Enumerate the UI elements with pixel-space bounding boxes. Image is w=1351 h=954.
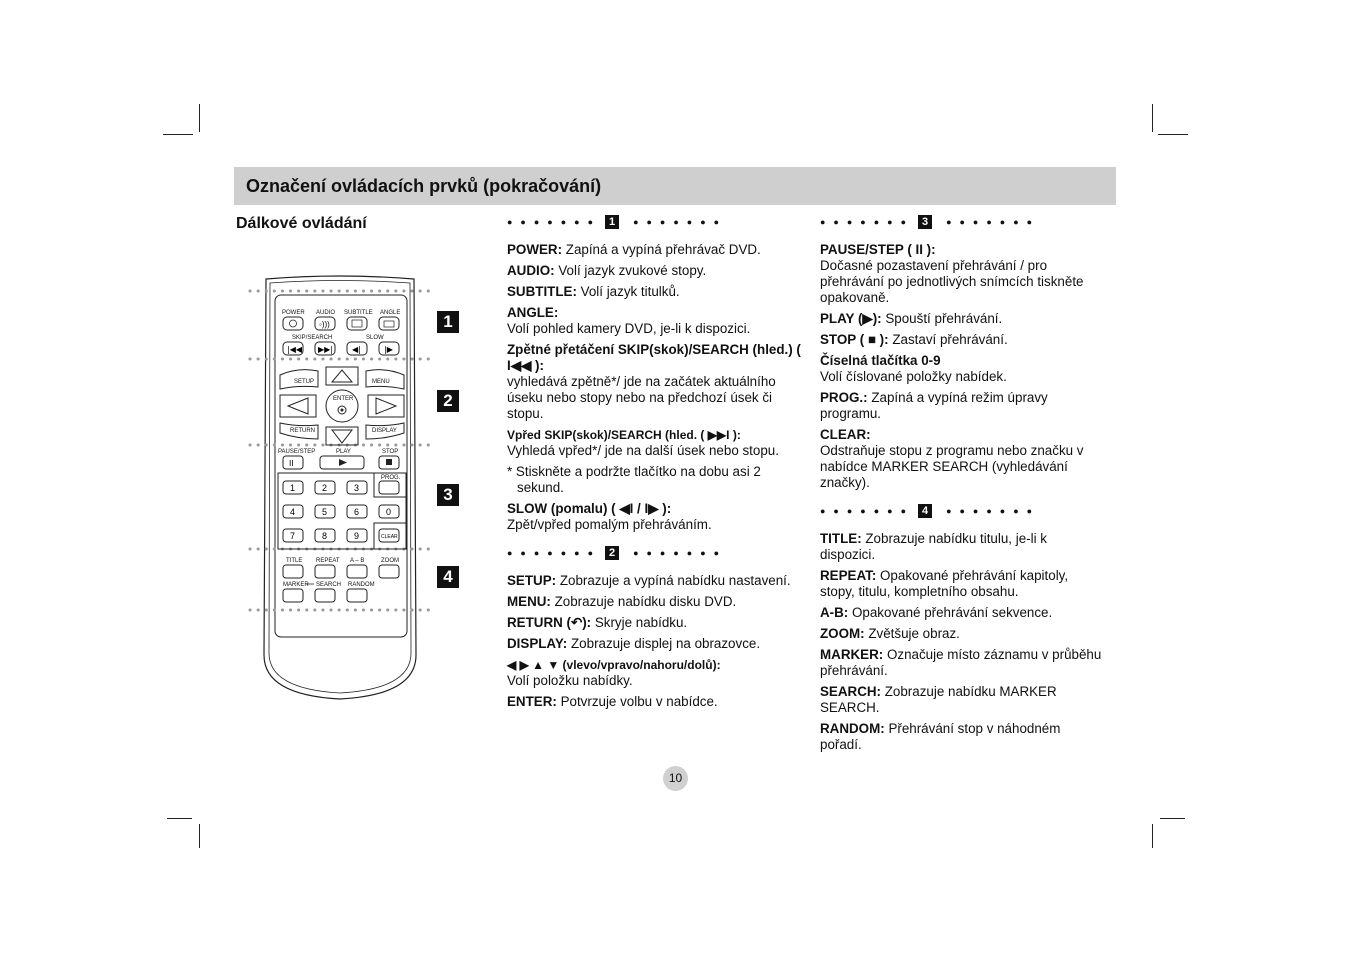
slow-item: SLOW (pomalu) ( ◀I / I▶ ): Zpět/vpřed pomalým přehráváním.	[507, 501, 712, 532]
digits-item: Číselná tlačítka 0-9 Volí číslované položky nabídek.	[820, 353, 1007, 384]
skip-back-item: Zpětné přetáčení SKIP(skok)/SEARCH (hled.) ( I◀◀ ): vyhledává zpětně*/ jde na začátek aktuálního úseku nebo stopy nebo na předchozí úsek či stopu.	[507, 342, 801, 421]
repeat-item: REPEAT: Opakované přehrávání kapitoly, stopy, titulu, kompletního obsahu.	[820, 568, 1069, 599]
marker-item: MARKER: Označuje místo záznamu v průběhu přehrávání.	[820, 647, 1102, 678]
remote-play-label: PLAY	[336, 449, 351, 455]
section-marker-4: 4	[437, 566, 459, 588]
section-marker-1: 1	[437, 311, 459, 333]
crop-mark	[1152, 104, 1153, 132]
return-item: RETURN (↶): Skryje nabídku.	[507, 615, 688, 630]
remote-repeat-label: REPEAT	[316, 558, 340, 564]
ab-item: A-B: Opakované přehrávání sekvence.	[820, 605, 1053, 620]
svg-text:II: II	[289, 459, 294, 468]
section-separator: ●●●●●●● 1 ●●●●●●●	[507, 216, 728, 228]
svg-text:◦))): ◦)))	[319, 320, 330, 329]
page-subtitle: Dálkové ovládání	[236, 215, 367, 232]
crop-mark	[167, 818, 192, 819]
remote-title-label: TITLE	[286, 558, 303, 564]
remote-skip-search-label: SKIP/SEARCH	[292, 335, 333, 341]
remote-marker-label: MARKER	[283, 582, 309, 588]
remote-digit-4: 4	[290, 507, 296, 517]
angle-item: ANGLE: Volí pohled kamery DVD, je-li k dispozici.	[507, 305, 751, 336]
crop-mark	[199, 824, 200, 848]
section-marker-3: 3	[437, 484, 459, 506]
remote-slow-label: SLOW	[366, 335, 384, 341]
section-marker-2: 2	[437, 390, 459, 412]
remote-display-label: DISPLAY	[372, 428, 397, 434]
remote-search-label: SEARCH	[316, 582, 342, 588]
pause-item: PAUSE/STEP ( II ): Dočasné pozastavení přehrávání / pro přehrávání po jednotlivých snímcích tiskněte opakovaně.	[820, 242, 1084, 305]
skip-forward-item: Vpřed SKIP(skok)/SEARCH (hled. ( ▶▶I ): Vyhledá vpřed*/ jde na další úsek nebo stopu.	[507, 428, 779, 458]
search-item: SEARCH: Zobrazuje nabídku MARKER SEARCH.	[820, 684, 1057, 715]
remote-digit-7: 7	[290, 531, 296, 541]
audio-item: AUDIO: Volí jazyk zvukové stopy.	[507, 263, 707, 278]
prog-item: PROG.: Zapíná a vypíná režim úpravy programu.	[820, 390, 1048, 421]
remote-return-label: RETURN	[290, 428, 315, 434]
remote-zoom-label: ZOOM	[381, 558, 399, 564]
power-item: POWER: Zapíná a vypíná přehrávač DVD.	[507, 242, 761, 257]
display-item: DISPLAY: Zobrazuje displej na obrazovce.	[507, 636, 761, 651]
menu-item: MENU: Zobrazuje nabídku disku DVD.	[507, 594, 737, 609]
remote-digit-8: 8	[322, 531, 328, 541]
remote-power-label: POWER	[282, 310, 305, 316]
svg-text:|▶: |▶	[384, 345, 393, 354]
remote-menu-label: MENU	[372, 379, 390, 385]
section-separator: ●●●●●●● 4 ●●●●●●●	[820, 505, 1041, 517]
svg-text:◀|: ◀|	[352, 345, 361, 354]
remote-control-illustration	[248, 275, 438, 705]
page-number: 10	[663, 766, 688, 791]
svg-text:|◀◀: |◀◀	[287, 345, 302, 354]
remote-digit-3: 3	[354, 483, 360, 493]
remote-digit-6: 6	[354, 507, 360, 517]
section-separator: ●●●●●●● 3 ●●●●●●●	[820, 216, 1041, 228]
remote-angle-label: ANGLE	[380, 310, 401, 316]
column-right	[820, 212, 1105, 758]
svg-text:▶▶|: ▶▶|	[318, 345, 333, 354]
remote-setup-label: SETUP	[294, 379, 315, 385]
remote-pause-label: PAUSE/STEP	[278, 449, 316, 455]
remote-digit-0: 0	[386, 507, 392, 517]
remote-clear-label: CLEAR	[381, 534, 398, 540]
crop-mark	[1152, 824, 1153, 848]
remote-digit-9: 9	[354, 531, 360, 541]
remote-stop-label: STOP	[382, 449, 399, 455]
crop-mark	[199, 104, 200, 132]
setup-item: SETUP: Zobrazuje a vypíná nabídku nastavení.	[507, 573, 791, 588]
remote-digit-2: 2	[322, 483, 328, 493]
arrows-item: ◀ ▶ ▲ ▼ (vlevo/vpravo/nahoru/dolů): Volí položku nabídky.	[507, 658, 721, 688]
zoom-item: ZOOM: Zvětšuje obraz.	[820, 626, 960, 641]
crop-mark	[1158, 134, 1188, 135]
clear-item: CLEAR: Odstraňuje stopu z programu nebo značku v nabídce MARKER SEARCH (vyhledávání značky).	[820, 427, 1084, 490]
stop-item: STOP ( ■ ): Zastaví přehrávání.	[820, 332, 1008, 347]
crop-mark	[163, 134, 193, 135]
section-header	[234, 167, 1116, 205]
random-item: RANDOM: Přehrávání stop v náhodném pořadí.	[820, 721, 1061, 752]
enter-item: ENTER: Potvrzuje volbu v nabídce.	[507, 694, 718, 709]
note-item: * Stiskněte a podržte tlačítko na dobu asi 2 sekund.	[507, 464, 761, 495]
remote-digit-1: 1	[290, 483, 296, 493]
subtitle-item: SUBTITLE: Volí jazyk titulků.	[507, 284, 680, 299]
remote-ab-label: A – B	[350, 558, 365, 564]
remote-enter-label: ENTER	[333, 396, 354, 402]
remote-subtitle-label: SUBTITLE	[344, 310, 373, 316]
header-title: Označení ovládacích prvků (pokračování)	[246, 176, 602, 196]
remote-random-label: RANDOM	[348, 582, 375, 588]
section-separator: ●●●●●●● 2 ●●●●●●●	[507, 547, 728, 559]
remote-audio-label: AUDIO	[316, 310, 336, 316]
column-left	[507, 212, 807, 715]
remote-digit-5: 5	[322, 507, 328, 517]
play-item: PLAY (▶): Spouští přehrávání.	[820, 311, 1003, 326]
crop-mark	[1160, 818, 1185, 819]
title-item: TITLE: Zobrazuje nabídku titulu, je-li k dispozici.	[820, 531, 1047, 562]
remote-prog-label: PROG.	[381, 475, 401, 481]
